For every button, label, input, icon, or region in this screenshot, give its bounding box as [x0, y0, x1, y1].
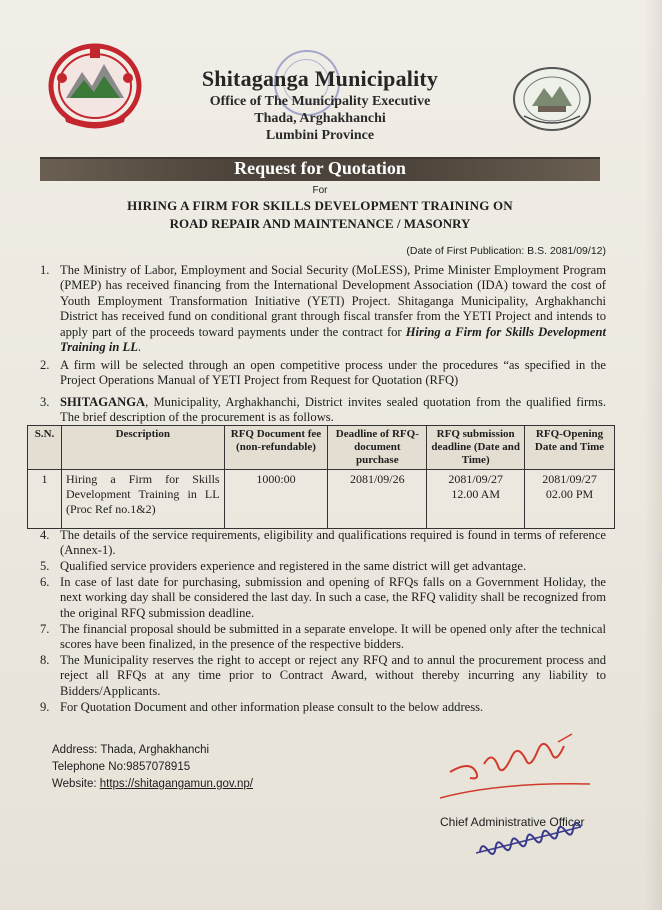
list-item-8 [40, 653, 606, 699]
col-header: RFQ Document fee (non-refundable) [224, 426, 328, 470]
list-item-1 [40, 263, 606, 355]
col-header: Description [61, 426, 224, 470]
location-line: Thada, Arghakhanchi [254, 111, 386, 126]
item-number: 2. [40, 358, 50, 372]
website-label: Website: [52, 778, 100, 790]
item-text: In case of last date for purchasing, submission and opening of RFQs falls on a Government Holiday, the next working day shall be considered the last day. In such a case, the RFQ validity shall be recognized from the original RFQ submission deadline. [60, 575, 606, 620]
municipality-logo-icon [510, 64, 594, 134]
list-item-2 [40, 358, 606, 389]
item-emphasis: Hiring a Firm for Skills Development Training in LL [60, 324, 606, 355]
project-title-line1: HIRING A FIRM FOR SKILLS DEVELOPMENT TRAINING ON [127, 198, 513, 213]
item-number: 3. [40, 395, 50, 409]
table-row [28, 470, 615, 529]
chief-officer-title: Chief Administrative Officer [440, 815, 585, 829]
cell-opening [525, 470, 615, 529]
telephone-line: Telephone No:9857078915 [52, 761, 191, 773]
item-text: The financial proposal should be submitted in a separate envelope. It will be opened only after the technical scores have been finalized, in the presence of the respective bidders. [60, 622, 606, 652]
item-text: , Municipality, Arghakhanchi, District invites sealed quotation from the qualified firms. The brief description of the procurement is as follows. [60, 395, 606, 425]
cell-fee: 1000:00 [224, 470, 328, 529]
item-text: The Ministry of Labor, Employment and Social Security (MoLESS), Prime Minister Employment Program (PMEP) has received financing from the International Development Association (IDA) toward the cost of Youth Employment Transformation Initiative (YETI) Project. Shitaganga Municipality, Arghakhanchi District has received fund on conditional grant through fiscal transfer from the YETI Project and intends to apply part of the proceeds toward payments under the contract for [60, 263, 606, 339]
submission-time: 12.00 AM [451, 487, 500, 501]
officer-seal-stamp [468, 810, 588, 865]
signature-icon [440, 720, 600, 810]
rfq-banner-text: Request for Quotation [234, 158, 406, 178]
item-text: The Municipality reserves the right to accept or reject any RFQ and to annul the procurement process and reject all RFQs at any time prior to Contract Award, without thereby incurring any liability to Bidders/Applicants. [60, 653, 606, 698]
list-item-6 [40, 575, 606, 621]
cell-sn: 1 [28, 470, 62, 529]
col-header: Deadline of RFQ-document purchase [328, 426, 427, 470]
for-label: For [312, 185, 328, 196]
cell-purchase-deadline: 2081/09/26 [328, 470, 427, 529]
office-line: Office of The Municipality Executive [209, 94, 431, 109]
website-link[interactable]: https://shitagangamun.gov.np/ [99, 778, 253, 790]
cell-submission [427, 470, 525, 529]
cell-description: Hiring a Firm for Skills Development Training in LL (Proc Ref no.1&2) [61, 470, 224, 529]
publication-date: (Date of First Publication: B.S. 2081/09/12) [406, 245, 606, 257]
item-number: 9. [40, 700, 50, 714]
website-line [52, 778, 253, 790]
project-title-line2: ROAD REPAIR AND MAINTENANCE / MASONRY [169, 216, 471, 231]
paper-edge-shadow [644, 0, 662, 910]
col-header: S.N. [28, 426, 62, 470]
item-number: 1. [40, 263, 50, 277]
col-header: RFQ submission deadline (Date and Time) [427, 426, 525, 470]
col-header: RFQ-Opening Date and Time [525, 426, 615, 470]
municipality-title: Shitaganga Municipality [201, 66, 439, 91]
province-line: Lumbini Province [265, 128, 375, 143]
opening-date: 2081/09/27 [542, 472, 597, 486]
item-number: 7. [40, 622, 50, 636]
list-item-4 [40, 528, 606, 559]
item-text: For Quotation Document and other information please consult to the below address. [60, 700, 484, 714]
list-item-9 [40, 700, 606, 715]
item-text: A firm will be selected through an open competitive process under the procedures “as specified in the Project Operations Manual of YETI Project from Request for Quotation (RFQ) [60, 358, 606, 388]
item-text-end: . [137, 340, 142, 355]
list-item-5 [40, 559, 606, 574]
municipality-name: SHITAGANGA [60, 395, 146, 409]
item-text: Qualified service providers experience and registered in the same district will get advantage. [60, 559, 527, 573]
item-number: 6. [40, 575, 50, 589]
procurement-table [27, 425, 615, 529]
list-item-3 [40, 395, 606, 426]
table-header-row [28, 426, 615, 470]
opening-time: 02.00 PM [545, 487, 594, 501]
list-item-7 [40, 622, 606, 653]
address-line: Address: Thada, Arghakhanchi [52, 744, 210, 756]
submission-date: 2081/09/27 [448, 472, 503, 486]
item-number: 5. [40, 559, 50, 573]
item-text: The details of the service requirements, eligibility and qualifications required is found in terms of reference (Annex-1). [60, 528, 606, 558]
nepal-emblem-icon [46, 38, 144, 130]
item-number: 8. [40, 653, 50, 667]
item-number: 4. [40, 528, 50, 542]
